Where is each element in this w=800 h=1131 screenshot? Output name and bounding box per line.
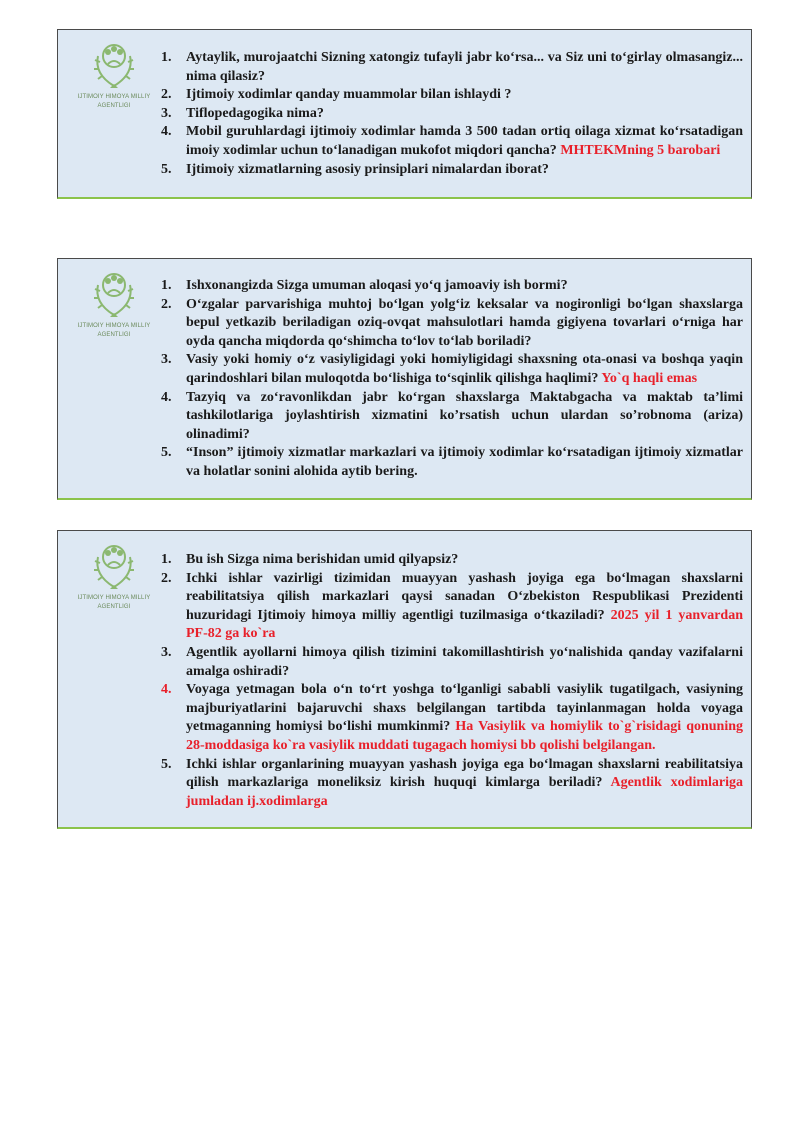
answer-text: Yo`q haqli emas: [601, 370, 698, 386]
logo-caption-line2: AGENTLIGI: [97, 604, 131, 610]
question-item: 3. Tiflopedagogika nima?: [161, 105, 324, 121]
question-item: 2. Ijtimoiy xodimlar qanday muammolar bilan ishlaydi ?: [161, 87, 512, 103]
agency-logo: [66, 265, 162, 345]
question-item: 2. O‘zgalar parvarishiga muhtoj bo‘lgan yolg‘iz keksalar va nogironligi bo‘lgan shaxslarga bepul yetkazib beriladigan oziq-ovqat mahsulotlari hamda gigiyena tovarlari o‘rniga har oyda qancha miqdorda qo‘shimcha to‘lov to‘lab boriladi?: [161, 296, 743, 349]
agency-logo: [66, 36, 162, 116]
question-item: 5. Ijtimoiy xizmatlarning asosiy prinsiplari nimalardan iborat?: [161, 161, 549, 177]
laurel-emblem-icon: [88, 537, 140, 593]
question-item: 4. Voyaga yetmagan bola o‘n to‘rt yoshga to‘lganligi sababli vasiylik tugatilgach, vasiyning majburiyatlarini bajaruvchi shaxs belgilangan tartibda tayinlanmagan holda voyaga yetmaganning homiysi bo‘lishi mumkinmi? Ha Vasiylik va homiylik to`g`risidagi qonuning 28-moddasiga ko`ra vasiylik muddati tugagach homiysi bb qolishi belgilangan.: [161, 682, 744, 753]
answer-text: MHTEKMning 5 barobari: [560, 142, 721, 158]
laurel-emblem-icon: [88, 265, 140, 321]
agency-logo: [66, 537, 162, 617]
question-item: 5. “Inson” ijtimoiy xizmatlar markazlari va ijtimoiy xodimlar ko‘rsatadigan ijtimoiy xizmatlar va holatlar sonini alohida aytib bering.: [161, 445, 743, 479]
question-item: 1. Ishxonangizda Sizga umuman aloqasi yo‘q jamoaviy ish bormi?: [161, 278, 568, 293]
logo-caption-line1: IJTIMOIY HIMOYA MILLIY: [77, 323, 151, 329]
answer-text: 2025 yil 1 yanvardan PF-82 ga ko`ra: [186, 607, 743, 642]
logo-caption-line1: IJTIMOIY HIMOYA MILLIY: [77, 94, 151, 100]
logo-caption-line2: AGENTLIGI: [97, 332, 131, 338]
question-item: 4. Mobil guruhlardagi ijtimoiy xodimlar hamda 3 500 tadan ortiq oilaga xizmat ko‘rsatadigan imoiy xodimlar uchun to‘lanadigan mukofot miqdori qancha? MHTEKMning 5 barobari: [161, 124, 743, 158]
logo-caption-line1: IJTIMOIY HIMOYA MILLIY: [77, 595, 151, 601]
question-item: 3. Vasiy yoki homiy o‘z vasiyligidagi yoki homiyligidagi shaxsning ota-onasi va boshqa yaqin qarindoshlari bilan muloqotda bo‘lishiga to‘sqinlik qilishga haqlimi? Yo`q haqli emas: [161, 352, 743, 386]
question-item: 3. Agentlik ayollarni himoya qilish tizimini takomillashtirish yo‘nalishida qanday vazifalarni amalga oshiradi?: [161, 644, 743, 679]
answer-text: Ha Vasiylik va homiylik to`g`risidagi qonuning 28-moddasiga ko`ra vasiylik muddati tugagach homiysi bb qolishi belgilangan.: [186, 719, 744, 753]
question-item: 1. Bu ish Sizga nima berishidan umid qilyapsiz?: [161, 552, 459, 567]
question-card-1: [57, 29, 752, 199]
question-item: 4. Tazyiq va zo‘ravonlikdan jabr ko‘rgan shaxslarga Maktabgacha va maktab ta’limi tashkilotlariga joylashtirish xizmatini ko’rsatish uchun ulardan so’robnoma (ariza) olinadimi?: [161, 389, 743, 442]
logo-caption-line2: AGENTLIGI: [97, 103, 131, 109]
question-item: 2. Ichki ishlar vazirligi tizimidan muayyan yashash joyiga ega bo‘lmagan shaxslarni reabilitatsiya qilish markazlari qaysi sanadan O‘zbekiston Respublikasi Prezidenti huzuridagi Ijtimoiy himoya milliy agentligi tuzilmasiga o‘tkaziladi? 2025 yil 1 yanvardan PF-82 ga ko`ra: [161, 570, 743, 642]
answer-text: Agentlik xodimlariga jumladan ij.xodimlarga: [186, 775, 743, 809]
laurel-emblem-icon: [88, 36, 140, 92]
question-item: 1. Aytaylik, murojaatchi Sizning xatongiz tufayli jabr ko‘rsa... va Siz uni to‘girlay olmasangiz... nima qilasiz?: [161, 50, 743, 84]
question-item: 5. Ichki ishlar organlarining muayyan yashash joyiga ega bo‘lmagan shaxslarni reabilitatsiya qilish markazlariga moneliksiz kirish huquqi kimlarga beriladi? Agentlik xodimlariga jumladan ij.xodimlarga: [161, 756, 743, 809]
question-card-3: [57, 530, 752, 829]
question-card-2: [57, 258, 752, 500]
